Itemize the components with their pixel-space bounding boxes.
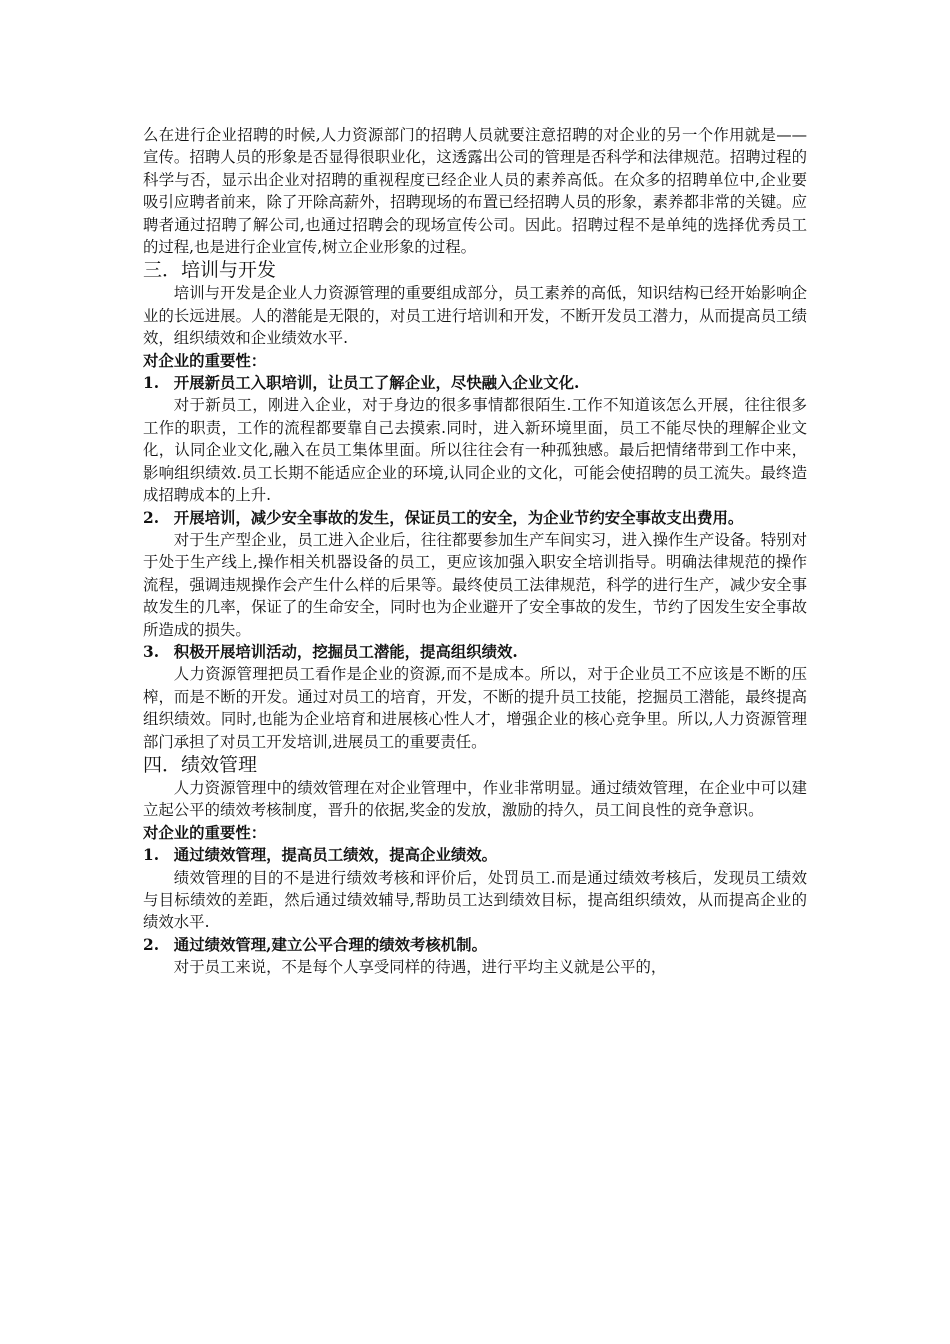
item-title: 积极开展培训活动，挖掘员工潜能，提高组织绩效. [173,642,518,661]
section4-item-1-title [143,844,807,866]
section4-item-1-body: 绩效管理的目的不是进行绩效考核和评价后，处罚员工.而是通过绩效考核后，发现员工绩效与目标绩效的差距，然后通过绩效辅导,帮助员工达到绩效目标，提高组织绩效，从而提高企业的绩效水平. [143,868,807,932]
item-number: 2. [143,508,160,527]
section4-item-2-title [143,934,807,956]
section3-item-3-body: 人力资源管理把员工看作是企业的资源,而不是成本。所以，对于企业员工不应该是不断的压榨，而是不断的开发。通过对员工的培育，开发，不断的提升员工技能，挖掘员工潜能，最终提高组织绩效。同时,也能为企业培育和进展核心性人才，增强企业的核心竞争里。所以,人力资源管理部门承担了对员工开发培训,进展员工的重要责任。 [143,665,807,751]
item-title: 开展培训，减少安全事故的发生，保证员工的安全，为企业节约安全事故支出费用。 [173,508,744,527]
item-title: 通过绩效管理,建立公平合理的绩效考核机制。 [173,935,487,954]
item-number: 1. [143,374,160,393]
section4-item-2-body: 对于员工来说，不是每个人享受同样的待遇，进行平均主义就是公平的， [173,958,667,977]
section4-importance-label: 对企业的重要性： [143,823,267,842]
section4-intro: 人力资源管理中的绩效管理在对企业管理中，作业非常明显。通过绩效管理，在企业中可以建立起公平的绩效考核制度，晋升的依据,奖金的发放，激励的持久，员工间良性的竞争意识。 [143,778,807,820]
section3-item-2-body: 对于生产型企业，员工进入企业后，往往都要参加生产车间实习，进入操作生产设备。特别对于处于生产线上,操作相关机器设备的员工，更应该加强入职安全培训指导。明确法律规范的操作流程，强调违规操作会产生什么样的后果等。最终使员工法律规范，科学的进行生产，减少安全事故发生的几率，保证了的生命安全，同时也为企业避开了安全事故的发生，节约了因发生安全事故所造成的损失。 [143,530,807,639]
item-title: 开展新员工入职培训，让员工了解企业，尽快融入企业文化. [173,374,580,393]
section3-item-1-body: 对于新员工，刚进入企业，对于身边的很多事情都很陌生.工作不知道该怎么开展，往往很多工作的职责，工作的流程都要靠自己去摸索.同时，进入新环境里面，员工不能尽快的理解企业文化，认同企业文化,融入在员工集体里面。所以往往会有一种孤独感。最后把情绪带到工作中来，影响组织绩效.员工长期不能适应企业的环境,认同企业的文化，可能会使招聘的员工流失。最终造成招聘成本的上升. [143,396,807,505]
section3-importance-label: 对企业的重要性： [143,351,267,370]
item-number: 3. [143,642,160,661]
section3-heading: 三．培训与开发 [143,259,277,282]
section3-item-1-title [143,372,807,394]
item-number: 2. [143,935,160,954]
section3-item-3-title [143,641,807,663]
document-page [143,124,807,979]
section3-intro: 培训与开发是企业人力资源管理的重要组成部分，员工素养的高低，知识结构已经开始影响企业的长远进展。人的潜能是无限的，对员工进行培训和开发，不断开发员工潜力，从而提高员工绩效，组织绩效和企业绩效水平. [143,284,807,348]
item-title: 通过绩效管理，提高员工绩效，提高企业绩效。 [173,846,498,865]
intro-paragraph: 么在进行企业招聘的时候,人力资源部门的招聘人员就要注意招聘的对企业的另一个作用就是——宣传。招聘人员的形象是否显得很职业化，这透露出公司的管理是否科学和法律规范。招聘过程的科学与否，显示出企业对招聘的重视程度已经企业人员的素养高低。在众多的招聘单位中,企业要吸引应聘者前来，除了开除高薪外，招聘现场的布置已经招聘人员的形象，素养都非常的关键。应聘者通过招聘了解公司,也通过招聘会的现场宣传公司。因此。招聘过程不是单纯的选择优秀员工的过程,也是进行企业宣传,树立企业形象的过程。 [143,126,807,257]
section3-item-2-title [143,507,807,529]
item-number: 1. [143,846,160,865]
section4-heading: 四．绩效管理 [143,753,258,776]
